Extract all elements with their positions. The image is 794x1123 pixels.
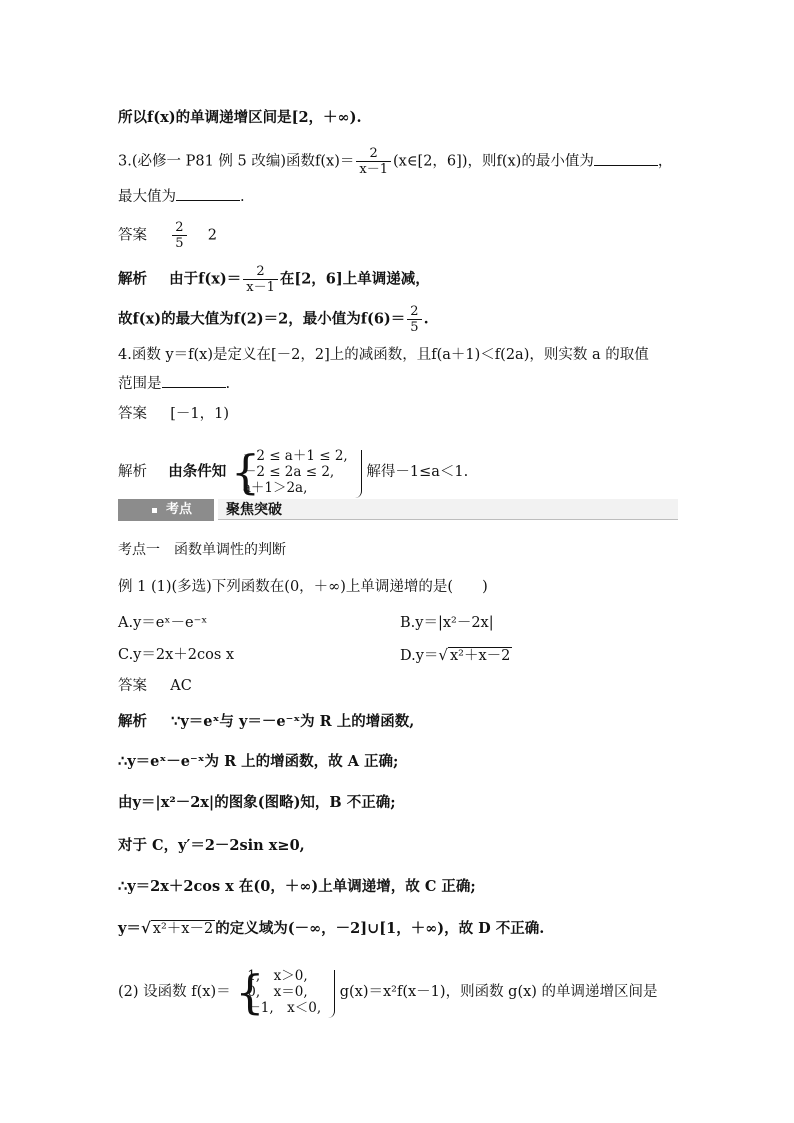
right-bracket-icon [328, 970, 335, 1018]
answer-example-1 [118, 676, 192, 696]
answer-blank-max[interactable] [176, 186, 240, 201]
key-point-heading: 考点一 函数单调性的判断 [118, 542, 286, 558]
question-3-lead: 3.(必修一 P81 例 5 改编)函数f(x)＝ [118, 153, 355, 170]
solution-3-line1: 解析 由于f(x)＝ $\frac{2}{x-1}$ 在[2，6]上单调递减， [118, 264, 430, 295]
answer-3-value: 2 [207, 227, 217, 244]
piecewise-function: { 1, x＞0, 0, x＝0, －1, x＜0, [235, 968, 335, 1016]
right-bracket-icon [355, 450, 362, 498]
question-4-line1: 4.函数 y＝f(x)是定义在[－2，2]上的减函数，且f(a＋1)＜f(2a)，则实数 a 的取值 [118, 347, 649, 363]
answer-label: 答案 [118, 227, 147, 244]
solution-example-1-line6: y＝√ x²＋x－2 的定义域为(－∞，－2]∪[1，＋∞)，故 D 不正确. [118, 919, 545, 937]
solution-conclusion-line: 所以f(x)的单调递增区间是[2，＋∞). [118, 109, 362, 126]
section-banner [118, 499, 678, 521]
answer-blank-min[interactable] [594, 151, 658, 166]
answer-4 [118, 404, 229, 424]
square-bullet-icon [152, 508, 157, 513]
answer-blank-range[interactable] [162, 373, 226, 388]
answer-4-value: [－1，1) [170, 406, 229, 422]
option-b: B.y＝|x²－2x| [400, 615, 494, 631]
option-a: A.y＝eˣ－e⁻ˣ [118, 615, 208, 631]
section-tag: 考点 [118, 499, 214, 521]
solution-4: 解析 由条件知 { －2 ≤ a＋1 ≤ 2, －2 ≤ 2a ≤ 2, a＋1＞2a, 解得－1≤a＜1. [118, 445, 469, 499]
section-title: 聚焦突破 [218, 499, 678, 520]
solution-example-1-line5: ∴y＝2x＋2cos x 在(0，＋∞)上单调递增，故 C 正确; [118, 878, 476, 895]
answer-example-1-value: AC [170, 678, 192, 694]
answer-3 [118, 220, 217, 251]
option-c: C.y＝2x＋2cos x [118, 647, 235, 663]
solution-3-fraction-2: $\frac{2}{5}$ [407, 304, 421, 335]
sqrt-icon: √ [140, 919, 151, 937]
answer-3-fraction: $\frac{2}{5}$ [172, 220, 186, 251]
question-4-line2: 范围是 . [118, 373, 230, 394]
option-d: D.y＝√ x²＋x－2 [400, 646, 511, 664]
solution-label: 解析 [118, 713, 147, 730]
sqrt-icon: √ [438, 646, 448, 664]
left-brace-icon: { [235, 965, 265, 1019]
solution-example-1-line3: 由y＝|x²－2x|的图象(图略)知，B 不正确; [118, 794, 396, 811]
left-brace-icon: { [230, 445, 261, 499]
inequality-system: { －2 ≤ a＋1 ≤ 2, －2 ≤ 2a ≤ 2, a＋1＞2a, [231, 448, 362, 496]
solution-label: 解析 [118, 464, 147, 480]
answer-label: 答案 [118, 678, 147, 694]
example-1-stem: 例 1 (1)(多选)下列函数在(0，＋∞)上单调递增的是( ) [118, 579, 488, 595]
question-3-line2: 最大值为 . [118, 186, 245, 207]
question-3-fraction: $\frac{2}{x-1}$ [356, 146, 391, 177]
solution-example-1-line1: 解析 ∵y＝eˣ与 y＝－e⁻ˣ为 R 上的增函数, [118, 713, 415, 730]
solution-3-fraction: $\frac{2}{x-1}$ [243, 264, 278, 295]
solution-example-1-line2: ∴y＝eˣ－e⁻ˣ为 R 上的增函数，故 A 正确; [118, 753, 399, 770]
solution-example-1-line4: 对于 C，y′＝2－2sin x≥0, [118, 837, 305, 854]
question-3: 3.(必修一 P81 例 5 改编)函数f(x)＝ $\frac{2}{x-1}$ (x∈[2，6])，则f(x)的最小值为 ， [118, 146, 673, 177]
example-2: (2) 设函数 f(x)＝ { 1, x＞0, 0, x＝0, －1, x＜0, g(x)＝x²f(x－1)，则函数 g(x) 的单调递增区间是 [118, 965, 658, 1019]
solution-label: 解析 [118, 270, 147, 288]
answer-label: 答案 [118, 406, 147, 422]
solution-3-line2: 故f(x)的最大值为f(2)＝2，最小值为f(6)＝ $\frac{2}{5}$ . [118, 304, 429, 335]
question-3-tail: (x∈[2，6])，则f(x)的最小值为 [392, 153, 594, 170]
